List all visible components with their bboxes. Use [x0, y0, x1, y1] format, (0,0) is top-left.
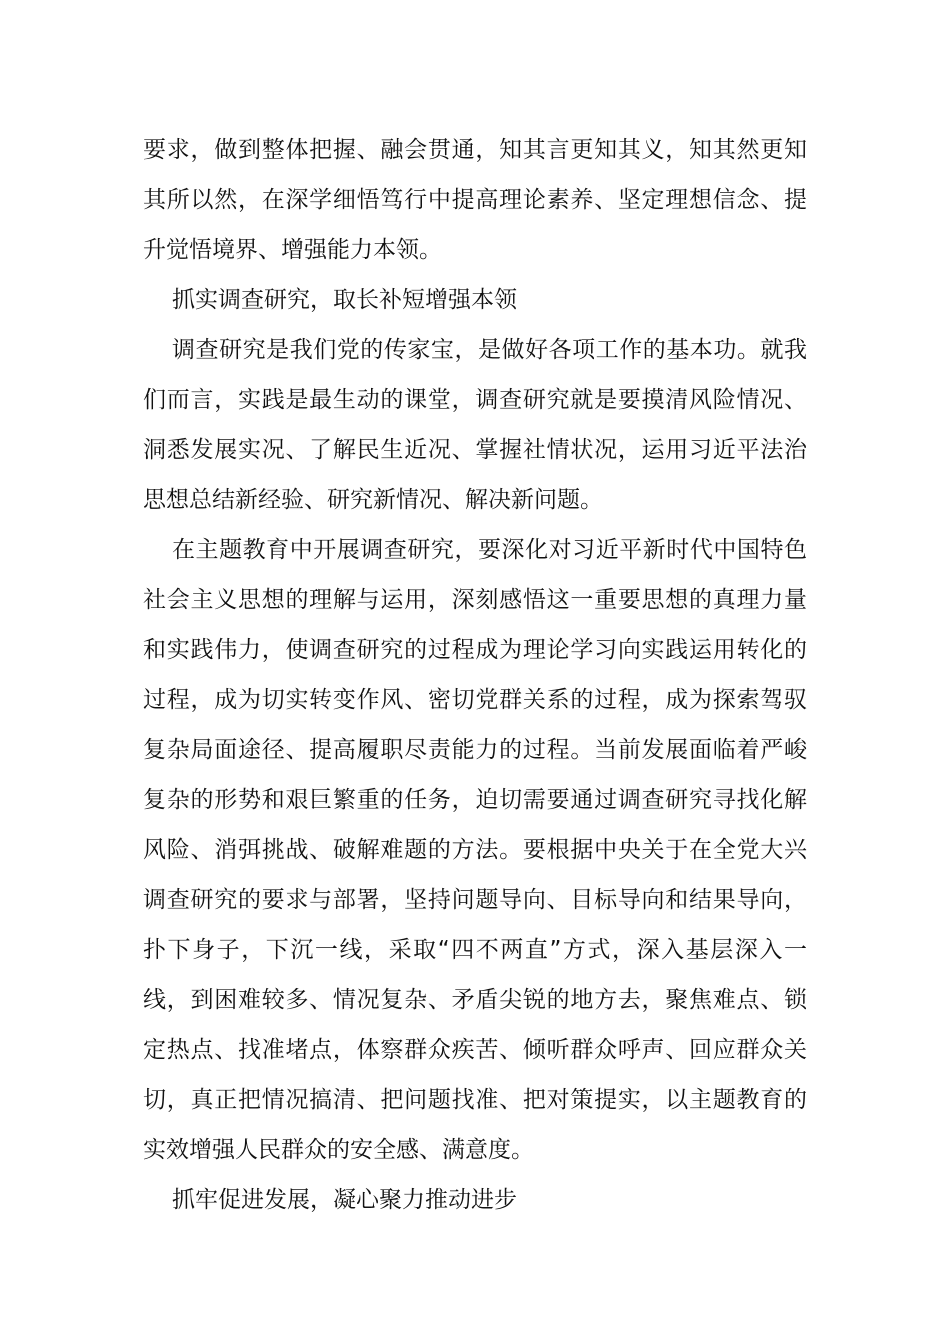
paragraph-research-detail: 在主题教育中开展调查研究，要深化对习近平新时代中国特色社会主义思想的理解与运用，深刻感悟这一重要思想的真理力量和实践伟力，使调查研究的过程成为理论学习向实践运用转化的过程，成为切实转变作风、密切党群关系的过程，成为探索驾驭复杂局面途径、提高履职尽责能力的过程。当前发展面临着严峻复杂的形势和艰巨繁重的任务，迫切需要通过调查研究寻找化解风险、消弭挑战、破解难题的方法。要根据中央关于在全党大兴调查研究的要求与部署，坚持问题导向、目标导向和结果导向，扑下身子，下沉一线，采取“四不两直”方式，深入基层深入一线，到困难较多、情况复杂、矛盾尖锐的地方去，聚焦难点、锁定热点、找准堵点，体察群众疾苦、倾听群众呼声、回应群众关切，真正把情况搞清、把问题找准、把对策提实，以主题教育的实效增强人民群众的安全感、满意度。 [143, 537, 807, 1163]
paragraph-research-intro: 调查研究是我们党的传家宝，是做好各项工作的基本功。就我们而言，实践是最生动的课堂，调查研究就是要摸清风险情况、洞悉发展实况、了解民生近况、掌握社情状况，运用习近平法治思想总结新经验、研究新情况、解决新问题。 [143, 337, 807, 513]
section-heading-research: 抓实调查研究，取长补短增强本领 [172, 287, 517, 313]
paragraph-continuation: 要求，做到整体把握、融会贯通，知其言更知其义，知其然更知其所以然，在深学细悟笃行中提高理论素养、坚定理想信念、提升觉悟境界、增强能力本领。 [143, 137, 807, 263]
document-body [143, 125, 807, 1225]
section-heading-development: 抓牢促进发展，凝心聚力推动进步 [172, 1187, 517, 1213]
